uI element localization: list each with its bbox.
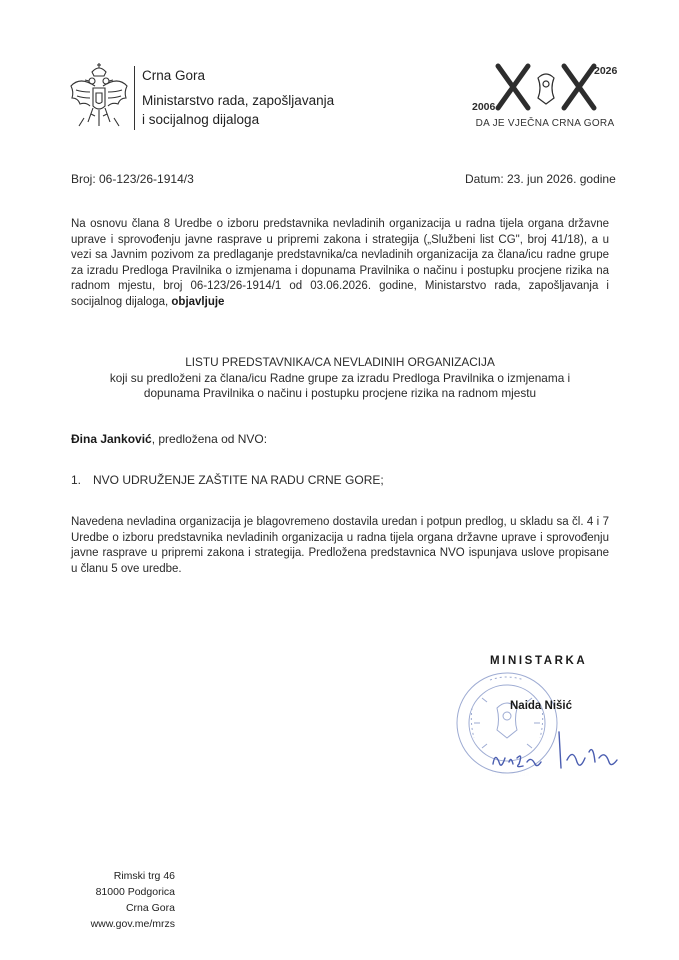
intro-verb: objavljuje [171,295,225,308]
body-paragraph: Navedena nevladina organizacija je blagovremeno dostavila uredan i potpun predlog, u skladu sa čl. 4 i 7 Uredbe o izboru predstavnika nevladinih organizacija u radna tijela organa državne uprave i sprovođenju javne rasprave u pripremi zakona i strategija. Predložena predstavnica NVO ispunjava uslove propisane u članu 5 ove uredbe. [71,516,609,575]
nominee-line [71,432,267,446]
intro-paragraph [71,217,609,310]
anniversary-year-start: 2006 [472,101,496,113]
list-title-line1: LISTU PREDSTAVNIKA/CA NEVLADINIH ORGANIZACIJA [185,355,495,369]
nominee-name: Đina Janković [71,432,152,446]
country-name: Crna Gora [142,68,206,83]
coat-of-arms-icon [68,62,130,134]
list-title [71,355,609,402]
anniversary-motto: DA JE VJEČNA CRNA GORA [475,118,615,129]
minister-name: Naida Nišić [510,700,572,712]
list-item [71,473,384,487]
intro-text: Na osnovu člana 8 Uredbe o izboru predstavnika nevladinih organizacija u radna tijela organa državne uprave i sprovođenju javne rasprave u pripremi zakona i strategija („Službeni list CG", broj 41/18), a u vezi sa Javnim pozivom za predlaganje predstavnika/ca nevladinih organizacija za člana/icu radne grupe za izradu Predloga Pravilnika o izmjenama i dopunama Pravilnika o načinu i postupku procjene rizika na radnom mjestu, broj 06-123/26-1914/1 od 03.06.2026. godine, Ministarstvo rada, zapošljavanja i socijalnog dijaloga, [71,218,609,308]
ministry-header [142,66,334,129]
footer-country: Crna Gora [125,902,175,914]
list-title-line2: koji su predloženi za člana/icu Radne grupe za izradu Predloga Pravilnika o izmjenama i [109,370,571,385]
list-item-name: NVO UDRUŽENJE ZAŠTITE NA RADU CRNE GORE; [93,473,384,487]
footer-address [60,868,175,932]
list-title-line3: dopunama Pravilnika o načinu i postupku procjene rizika na radnom mjestu [143,386,537,400]
list-item-number: 1. [71,473,82,487]
signature-handwritten-text: Nišić Naida [491,769,529,777]
footer-web-link[interactable]: www.gov.me/mrzs [90,918,175,930]
document-date: Datum: 23. jun 2026. godine [465,172,616,186]
document-number: Broj: 06-123/26-1914/3 [71,172,194,186]
ministry-name-line2: i socijalnog dijaloga [142,112,260,127]
footer-street: Rimski trg 46 [113,870,175,882]
anniversary-year-end: 2026 [594,65,618,77]
nominee-suffix: , predložena od NVO: [151,432,268,446]
header-divider [134,66,135,130]
handwritten-signature [485,722,625,777]
ministry-name-line1: Ministarstvo rada, zapošljavanja [142,93,335,108]
footer-city: 81000 Podgorica [95,886,175,898]
signature-title: MINISTARKA [490,655,588,667]
